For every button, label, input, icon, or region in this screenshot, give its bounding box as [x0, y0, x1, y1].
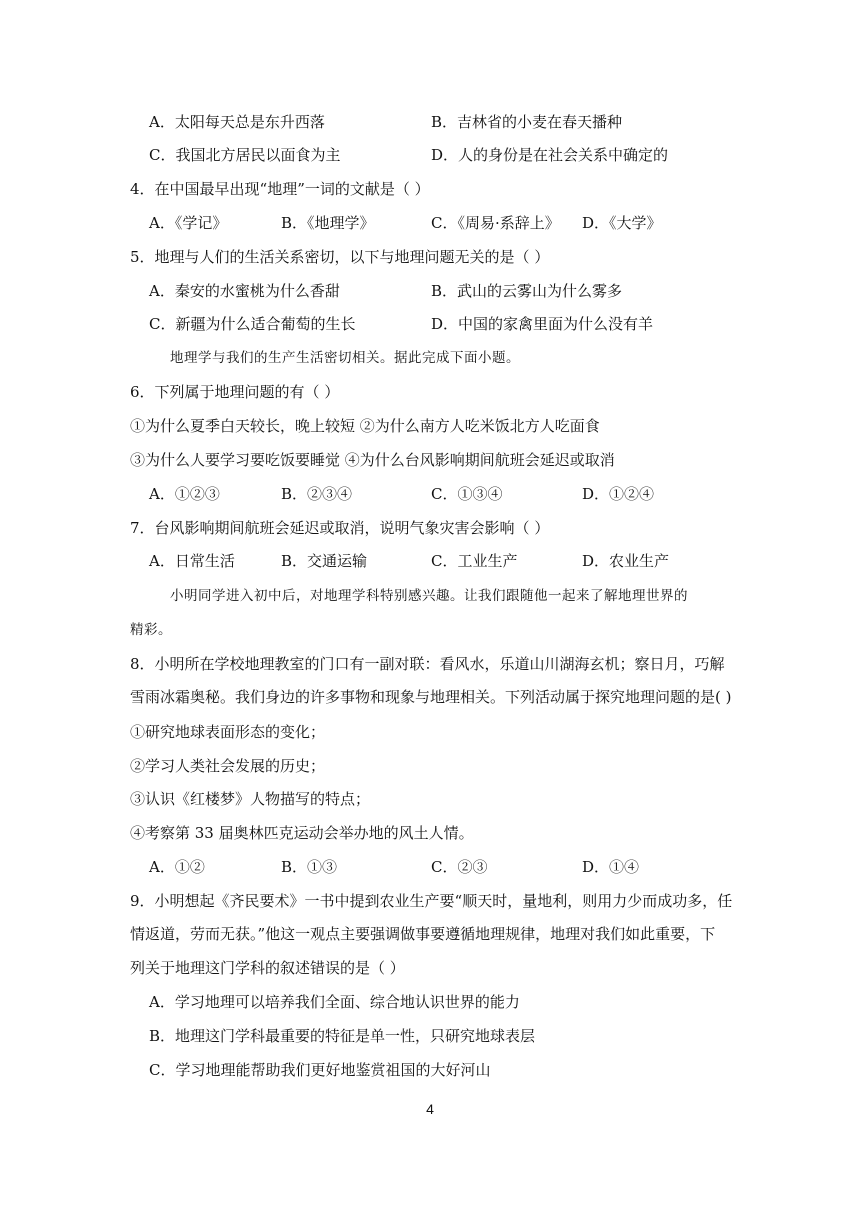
q8-option-b: B．①③: [281, 858, 338, 876]
q6-option-b: B．②③④: [281, 485, 353, 503]
q9-stem-line-1: 9．小明想起《齐民要术》一书中提到农业生产要“顺天时，量地利，则用力少而成功多，任: [130, 892, 733, 910]
q4-stem: 4．在中国最早出现“地理”一词的文献是（ ）: [130, 180, 430, 198]
q8-stem-line-1: 8．小明所在学校地理教室的门口有一副对联：看风水，乐道山川湖海玄机；察日月，巧解: [130, 655, 725, 673]
section-intro-2-line-1: 小明同学进入初中后，对地理学科特别感兴趣。让我们跟随他一起来了解地理世界的: [170, 588, 688, 604]
q3-option-b: B．吉林省的小麦在春天播种: [431, 113, 623, 131]
q4-option-b: B．《地理学》: [281, 214, 375, 232]
q9-option-a: A．学习地理可以培养我们全面、综合地认识世界的能力: [149, 993, 520, 1011]
q4-option-c: C．《周易·系辞上》: [431, 214, 560, 232]
q9-option-b: B．地理这门学科最重要的特征是单一性，只研究地球表层: [149, 1027, 536, 1045]
q6-statements-1: ①为什么夏季白天较长，晚上较短 ②为什么南方人吃米饭北方人吃面食: [130, 417, 600, 435]
q3-option-a: A．太阳每天总是东升西落: [149, 113, 325, 131]
q4-option-d: D．《大学》: [582, 214, 662, 232]
q8-item-2: ②学习人类社会发展的历史；: [130, 757, 326, 775]
q3-option-d: D．人的身份是在社会关系中确定的: [431, 146, 669, 164]
q4-option-a: A．《学记》: [149, 214, 228, 232]
q9-stem-line-3: 列关于地理这门学科的叙述错误的是（ ）: [130, 959, 405, 977]
q7-option-d: D．农业生产: [582, 552, 670, 570]
q3-option-c: C．我国北方居民以面食为主: [149, 146, 341, 164]
q8-stem-line-2: 雪雨冰霜奥秘。我们身边的许多事物和现象与地理相关。下列活动属于探究地理问题的是( ): [130, 688, 732, 706]
q8-item-3: ③认识《红楼梦》人物描写的特点；: [130, 790, 371, 808]
page-number: 4: [426, 1101, 434, 1117]
q6-statements-2: ③为什么人要学习要吃饭要睡觉 ④为什么台风影响期间航班会延迟或取消: [130, 451, 615, 469]
q6-option-c: C．①③④: [431, 485, 503, 503]
q5-option-c: C．新疆为什么适合葡萄的生长: [149, 315, 356, 333]
q7-option-a: A．日常生活: [149, 552, 235, 570]
q9-option-c: C．学习地理能帮助我们更好地鉴赏祖国的大好河山: [149, 1061, 491, 1079]
q5-stem: 5．地理与人们的生活关系密切，以下与地理问题无关的是（ ）: [130, 248, 550, 266]
section-intro-1: 地理学与我们的生产生活密切相关。据此完成下面小题。: [170, 350, 520, 366]
q5-option-b: B．武山的云雾山为什么雾多: [431, 282, 623, 300]
q9-stem-line-2: 情返道，劳而无获。”他这一观点主要强调做事要遵循地理规律，地理对我们如此重要，下: [130, 925, 716, 943]
q8-option-c: C．②③: [431, 858, 488, 876]
q7-option-b: B．交通运输: [281, 552, 368, 570]
q6-option-a: A．①②③: [149, 485, 220, 503]
section-intro-2-line-2: 精彩。: [130, 622, 172, 638]
q8-item-1: ①研究地球表面形态的变化；: [130, 723, 326, 741]
q8-item-4: ④考察第 33 届奥林匹克运动会举办地的风土人情。: [130, 824, 474, 842]
q8-option-a: A．①②: [149, 858, 205, 876]
q7-stem: 7．台风影响期间航班会延迟或取消，说明气象灾害会影响（ ）: [130, 519, 550, 537]
q6-option-d: D．①②④: [582, 485, 655, 503]
q8-option-d: D．①④: [582, 858, 640, 876]
q6-stem: 6．下列属于地理问题的有（ ）: [130, 383, 340, 401]
q7-option-c: C．工业生产: [431, 552, 518, 570]
q5-option-d: D．中国的家禽里面为什么没有羊: [431, 315, 654, 333]
q5-option-a: A．秦安的水蜜桃为什么香甜: [149, 282, 340, 300]
